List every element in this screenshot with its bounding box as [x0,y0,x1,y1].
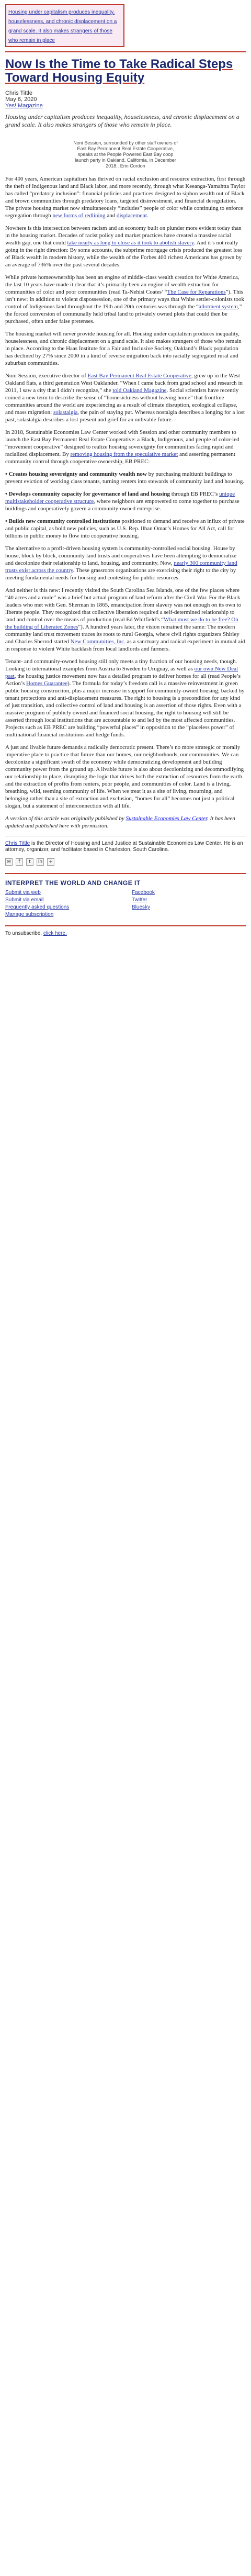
article-dek: Housing under capitalism produces inequality, houselessness, and chronic displacement on a grand scale. It also makes strangers of those who remain in place. [5,113,239,128]
faq-link[interactable]: Frequently asked questions [5,904,70,910]
facebook-share-icon[interactable]: f [16,858,23,866]
submit-web-link[interactable]: Submit via web [5,890,41,895]
eb-prec-link[interactable]: East Bay Permanent Real Estate Cooperative [87,373,191,379]
paragraph-1: For 400 years, American capitalism has thrived on racial exclusion and resource extraction, first through the theft of Indigenous land and Black labor, and more recently, through what Keeanga-Yamahtta Taylor has called “predatory inclusion”: financial policies and practices designed to siphon wealth out of Black and brown communities through predatory loans, targeted disinvestment, and financial deregulation. The private housing market now simultaneously “includes” people of color while continuing to enforce segregation through new forms of redlining and displacement. [5,176,246,219]
article-image [5,134,246,139]
caption-line: Noni Session, surrounded by other staff owners of [73,140,178,145]
bottom-divider [5,925,246,926]
case-for-reparations-link[interactable]: The Case for Reparations [167,289,226,295]
author-bio-link[interactable]: Chris Tittle [5,841,30,846]
bullet-2: • Develops community capacity for governance of land and housing through EB PREC’s unique multistakeholder cooperative structure, where neighbors are empowered to come together to purchase buildings and cooperatively govern a community-owned enterprise. [5,491,239,512]
email-share-icon[interactable]: ✉ [5,858,13,866]
speculative-market-link[interactable]: removing housing from the speculative market [70,451,178,457]
multistakeholder-link[interactable]: unique multistakeholder cooperative structure [5,491,235,505]
new-deal-link[interactable]: our own New Deal past [5,666,238,679]
republish-note: A version of this article was originally published by Sustainable Economies Law Center. It has been updated and published here with permission. [5,815,235,829]
manage-subscription-link[interactable]: Manage subscription [5,912,54,917]
caption-line: launch party in Oakland, California, in December [75,158,176,163]
footer-empty-cell [132,912,246,918]
bullet-3: • Builds new community controlled institutions positioned to demand and receive an influx of private and public capital, as bold new policies, such as U.S. Rep. Ilhan Omar’s Homes for All Act, call for billions in public money to flow into cooperative housing. [5,518,245,539]
footer-divider [5,873,246,874]
twitter-link[interactable]: Twitter [132,897,147,903]
paragraph-5: Noni Session, executive director of East Bay Permanent Real Estate Cooperative, grew up in the West Oakland flats, a third generation West Oaklander. “When I came back from grad school and research in 2011, I saw a city that I didn’t recognize,” she told Oakland Magazine. Social scientists have recently coined a new term to describe the sense of “homesickness without leaving home” that frontline communities around the world are experiencing as a result of climate disruption, ecological collapse, and mass migration: solastalgia, the pain of staying put. Whereas nostalgia describes a longing for a lost past, solastalgia describes a lost present and grief for an unlivable future. [5,373,245,423]
abolish-slavery-link[interactable]: take nearly as long to close as it took to abolish slavery [67,240,194,246]
oakland-magazine-link[interactable]: told Oakland Magazine [112,387,167,394]
caption-line: speaks at the People Powered East Bay coop [77,152,174,157]
paragraph-10: A just and livable future demands a radically democratic present. There’s no more strategic or morally imperative place to practice that future than our homes, our neighborhoods, our communities. We can decolonize a significant swath of the economy while democratizing development and building community power from the ground up. A livable future is also about decolonizing and decommodifying our relationship to place, disrupting the logic that drives both the extraction of resources from the earth and the extraction of profits from renters, poor people, and communities of color. Land is a living, breathing, wild, teeming community of life. When we treat it as a site of living, mourning, and belonging rather than a site of extraction and exclusion, “homes for all” becomes not just a political slogan, but a statement of interconnection with all life. [5,744,244,809]
solastalgia-link[interactable]: solastalgia [53,409,78,416]
footer-title: INTERPRET THE WORLD AND CHANGE IT [5,879,141,887]
linkedin-share-icon[interactable]: in [37,858,44,866]
paragraph-9: Tenant- and community-owned housing still only meets a tiny fraction of our housing needs, though. Looking to international examples from Austria to Sweden to Uruguay, as well as our own New Deal past, the housing justice movement now has a detailed program to deliver homes for all (read People’s Action’s Homes Guarantee). The formula for today’s freedom call is a massive reinvestment in green public housing construction, plus a major increase in support for community-owned housing; backed by tenant protections and anti-displacement measures. The right to housing is a precondition for any kind of just transition, and collective control of land and housing is an assertion of those rights. Even with a massive program of publicly owned and financed social housing, the right to housing will still be asserted through local institutions that are accountable to and led by the most affected communities. Projects such as EB PREC are building “powerful places” in opposition to the “placeless power” of multinational financial institutions and hedge funds. [5,658,245,738]
email-page [0,0,251,941]
liberated-zones-link[interactable]: What must we do to be free? On the building of Liberated Zones [5,617,238,630]
new-communities-link[interactable]: New Communities, Inc. [70,639,126,645]
displacement-link[interactable]: displacement [116,212,147,219]
author-bio-box [5,836,246,853]
top-divider [5,51,246,52]
submit-email-link[interactable]: Submit via email [5,897,44,903]
caption-line: 2018.. Erin Cordon [106,163,145,169]
bullet-1: • Creates housing sovereignty and community wealth now by purchasing multiunit buildings to prevent eviction of working class tenants, turning renters into stewards of community land and housing. [5,471,245,485]
paragraph-7: The alternative to a profit-driven housing system is community-controlled social housing. House by house, block by block, community land trusts and cooperatives have been attempting to democratize and decolonize their relationship to land, housing, and community. Now, nearly 300 community land trusts exist across the country. These grassroots organizations are exercising their right to the city by meeting fundamental needs for housing and contesting for public resources. [5,545,237,581]
bluesky-link[interactable]: Bluesky [132,904,151,910]
paragraph-2: Nowhere is this intersection between racism and an economy built on plunder more evident today than in the housing market. Decades of racist policy and market practices have created a massive racial wealth gap, one that could take nearly as long to close as it took to abolish slavery. And it’s not really going in the right direction: By some accounts, the subprime mortgage crisis produced the greatest loss of Black wealth in modern history, while the wealth of the Forbes 400 richest Americans has grown by an average of 736% over the past several decades. [5,225,243,268]
paragraph-4: The housing market will never provide housing for all. Housing under capitalism produces inequality, houselessness, and chronic displacement on a grand scale. It also makes strangers of those who remain in place. According to the Haas Institute for a Fair and Inclusive Society, Oakland’s Black population has declined by 27% since 2000 in a kind of reverse migration back into racially segregated rural and suburban communities. [5,331,242,366]
article-figure [5,134,246,169]
share-icons-row [5,858,246,866]
unsubscribe-link[interactable]: click here. [43,931,67,936]
land-trusts-link[interactable]: nearly 300 community land trusts exist across the country [5,560,237,574]
header-preview-box [5,4,124,47]
author-bio: Chris Tittle is the Director of Housing and Land Justice at Sustainable Economies Law Center. He is an attorney, organizer, and facilitator based in Charleston, South Carolina. [5,841,243,853]
homes-guarantee-link[interactable]: Homes Guarantee [26,680,68,687]
facebook-link[interactable]: Facebook [132,890,155,895]
footer-links [5,890,246,918]
paragraph-8: And neither is this new: I recently visited the South Carolina Sea Islands, one of the few places where “40 acres and a mule” was a brief but actual program of land reform after the Civil War. For the Black leaders who met with Gen. Sherman in 1865, emancipation from slavery was not enough on its own to liberate people. They recognized that collective liberation required a self-determined relationship to land and control over the means of production (read Ed Whitfield’s “What must we do to be free? On the building of Liberated Zones”). A hundred years later, the vision remained the same: The modern community land trust movement traces its roots to rural Georgia, where civil rights organizers Shirley and Charles Sherrod started New Communities, Inc. as a sanctuary and radical experiment in mutual aid in response to violent White backlash from local landlords and farmers. [5,587,245,652]
header-preview-link[interactable]: Housing under capitalism produces inequality, houselessness, and chronic displacement on a grand scale. It also makes strangers of those who remain in place [8,9,117,43]
publish-date: May 6, 2020 [5,96,37,103]
selc-link[interactable]: Sustainable Economies Law Center [126,815,208,822]
twitter-share-icon[interactable]: t [26,858,33,866]
image-caption [58,140,193,169]
allotment-system-link[interactable]: allotment system [198,304,238,310]
paragraph-3: While private homeownership has been an engine of middle-class wealth creation for White America, the last 10 years have made it clear that it’s primarily been an engine of wealth extraction for communities of color and poor communities (read Ta-Nehisi Coates’ “The Case for Reparations”). This isn’t new: In addition to violent dispossession, one of the primary ways that White settler-colonists took control of Indigenous land throughout the 19th and 20th centuries was through the “allotment system,” the forced conversion of communally held tribal land to privately owned plots that could then be purchased, often under false pretenses. [5,274,245,324]
article-title[interactable]: Now Is the Time to Take Radical Steps Toward Housing Equity [5,57,233,85]
unsubscribe-line: To unsubscribe, click here. [5,931,67,936]
caption-line: East Bay Permanent Real Estate Cooperative, [77,146,174,151]
paragraph-6: In 2018, Sustainable Economies Law Center worked with Session and other community members to launch the East Bay Permanent Real Estate Cooperative: a Black, Indigenous, and people of color-led “movement cooperative” designed to realize housing sovereignty for communities facing rapid and racialized displacement. By removing housing from the speculative market and asserting permanent community control through cooperative ownership, EB PREC: [5,429,239,465]
redlining-link[interactable]: new forms of redlining [52,212,106,219]
publication-link[interactable]: Yes! Magazine [5,103,43,109]
more-share-icon[interactable]: + [47,858,54,866]
author-name: Chris Tittle [5,90,32,96]
byline [5,90,246,109]
